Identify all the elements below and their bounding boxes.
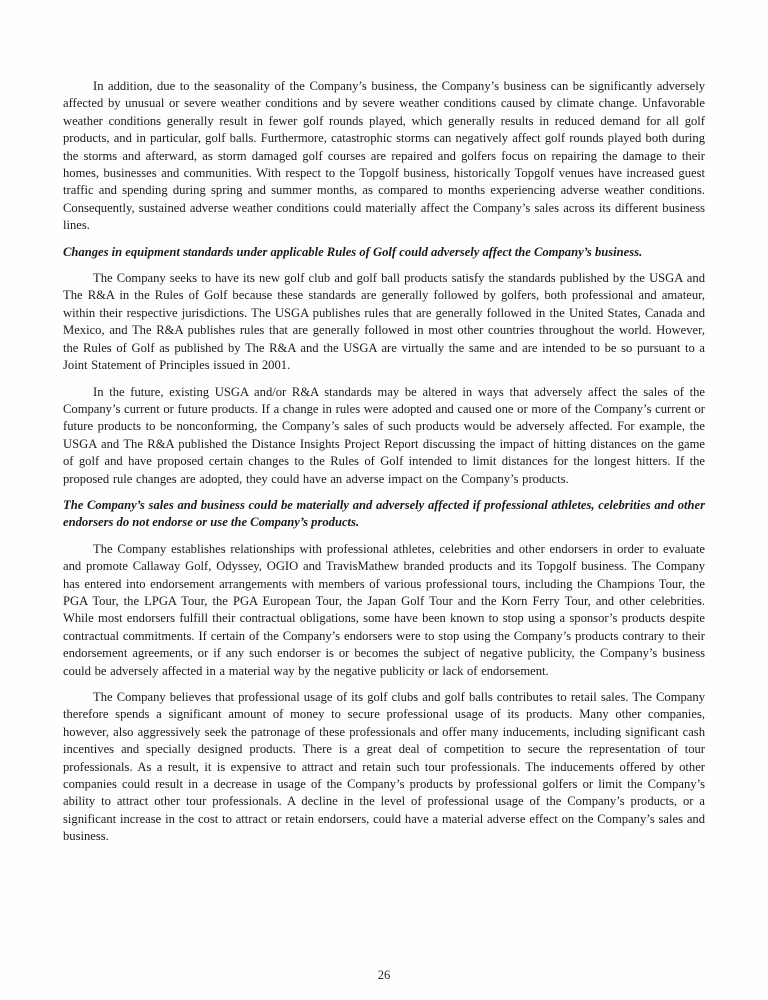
document-body	[63, 78, 705, 855]
section-heading-endorsers: The Company’s sales and business could be materially and adversely affected if professional athletes, celebrities and other endorsers do not endorse or use the Company’s products.	[63, 497, 705, 530]
paragraph-rules-of-golf-standards: The Company seeks to have its new golf club and golf ball products satisfy the standards published by the USGA and The R&A in the Rules of Golf because these standards are generally followed by golfers, both professional and amateur, within their respective jurisdictions. The USGA publishes rules that are generally followed in the United States, Canada and Mexico, and The R&A publishes rules that are generally followed in most other countries throughout the world. However, the Rules of Golf as published by The R&A and the USGA are virtually the same and are intended to be so pursuant to a Joint Statement of Principles issued in 2001.	[63, 271, 705, 373]
paragraph-endorsement-relationships: The Company establishes relationships with professional athletes, celebrities and other endorsers in order to evaluate and promote Callaway Golf, Odyssey, OGIO and TravisMathew branded products and its Topgolf business. The Company has entered into endorsement arrangements with members of various professional tours, including the Champions Tour, the PGA Tour, the LPGA Tour, the PGA European Tour, the Japan Golf Tour and the Korn Ferry Tour, and other celebrities. While most endorsers fulfill their contractual obligations, some have been known to stop using a sponsor’s products despite contractual commitments. If certain of the Company’s endorsers were to stop using the Company’s products contrary to their endorsement agreements, or if any such endorser is or becomes the subject of negative publicity, the Company’s business could be adversely affected in a material way by the negative publicity or lack of endorsement.	[63, 541, 705, 678]
page-number: 26	[377, 968, 391, 982]
paragraph-future-standards-changes: In the future, existing USGA and/or R&A standards may be altered in ways that adversely affect the sales of the Company’s current or future products. If a change in rules were adopted and caused one or more of the Company’s current or future products to be nonconforming, the Company’s sales of such products would be adversely affected. For example, the USGA and The R&A published the Distance Insights Project Report discussing the impact of hitting distances on the game of golf and have proposed certain changes to the Rules of Golf intended to limit distances for the longest hitters. If the proposed rule changes are adopted, they could have an adverse impact on the Company’s products.	[63, 384, 705, 486]
section-heading-equipment-standards: Changes in equipment standards under applicable Rules of Golf could adversely affect the Company’s business.	[63, 244, 643, 259]
paragraph-professional-usage: The Company believes that professional usage of its golf clubs and golf balls contributes to retail sales. The Company therefore spends a significant amount of money to secure professional usage of its products. Many other companies, however, also aggressively seek the patronage of these professionals and offer many inducements, including significant cash incentives and specially designed products. There is a great deal of competition to secure the representation of tour professionals. As a result, it is expensive to attract and retain such tour professionals. The inducements offered by other companies could result in a decrease in usage of the Company’s products by professional golfers or limit the Company’s ability to attract other tour professionals. A decline in the level of professional usage of the Company’s products, or a significant increase in the cost to attract or retain endorsers, could have a material adverse effect on the Company’s sales and business.	[63, 690, 705, 844]
paragraph-seasonality-weather: In addition, due to the seasonality of the Company’s business, the Company’s business can be significantly adversely affected by unusual or severe weather conditions and by severe weather conditions caused by climate change. Unfavorable weather conditions generally result in fewer golf rounds played, which generally results in reduced demand for all golf products, and in particular, golf balls. Furthermore, catastrophic storms can negatively affect golf rounds played both during the storms and afterward, as storm damaged golf courses are repaired and golfers focus on repairing the damage to their homes, businesses and communities. With respect to the Topgolf business, historically Topgolf venues have increased guest traffic and spending during spring and summer months, as compared to months experiencing adverse weather conditions. Consequently, sustained adverse weather conditions could materially affect the Company’s sales across its different business lines.	[63, 79, 705, 233]
